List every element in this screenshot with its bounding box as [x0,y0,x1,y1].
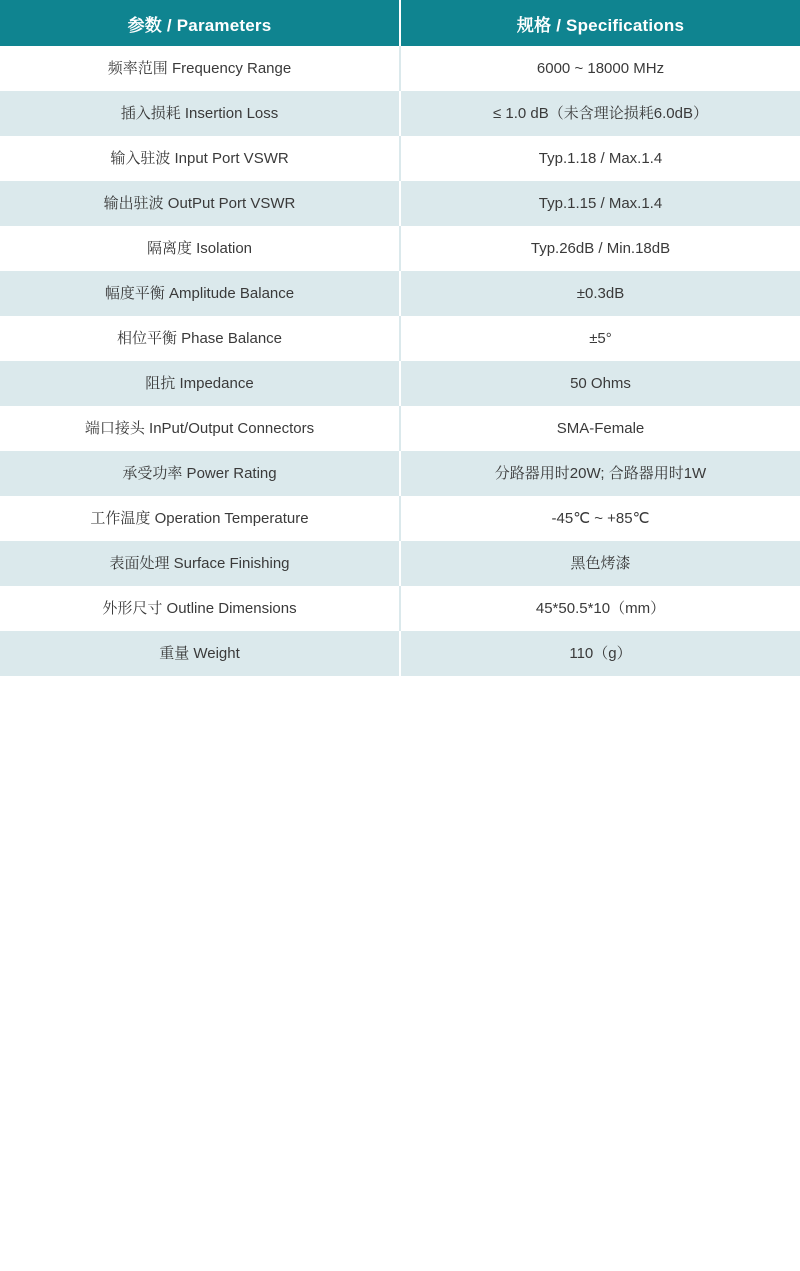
table-row [0,541,800,586]
table-row [0,91,800,136]
cell-parameter: 表面处理 Surface Finishing [0,541,400,586]
cell-specification: ≤ 1.0 dB（未含理论损耗6.0dB） [400,91,800,136]
table-row [0,496,800,541]
table-row [0,406,800,451]
table-row [0,271,800,316]
cell-parameter: 插入损耗 Insertion Loss [0,91,400,136]
cell-parameter: 幅度平衡 Amplitude Balance [0,271,400,316]
cell-specification: 分路器用时20W; 合路器用时1W [400,451,800,496]
cell-parameter: 工作温度 Operation Temperature [0,496,400,541]
cell-specification: ±5° [400,316,800,361]
column-header-parameters: 参数 / Parameters [0,0,400,46]
column-header-specifications: 规格 / Specifications [400,0,800,46]
table-row [0,316,800,361]
table-row [0,451,800,496]
cell-parameter: 输出驻波 OutPut Port VSWR [0,181,400,226]
cell-parameter: 重量 Weight [0,631,400,676]
cell-parameter: 外形尺寸 Outline Dimensions [0,586,400,631]
cell-parameter: 频率范围 Frequency Range [0,46,400,91]
table-header [0,0,800,46]
cell-parameter: 隔离度 Isolation [0,226,400,271]
cell-specification: ±0.3dB [400,271,800,316]
cell-parameter: 阻抗 Impedance [0,361,400,406]
table-header-row [0,0,800,46]
table-row [0,586,800,631]
cell-specification: Typ.1.18 / Max.1.4 [400,136,800,181]
page-whitespace [0,676,800,1262]
table-row [0,181,800,226]
cell-specification: 45*50.5*10（mm） [400,586,800,631]
cell-parameter: 承受功率 Power Rating [0,451,400,496]
table-row [0,631,800,676]
cell-specification: 黑色烤漆 [400,541,800,586]
cell-parameter: 输入驻波 Input Port VSWR [0,136,400,181]
cell-specification: Typ.26dB / Min.18dB [400,226,800,271]
cell-specification: 110（g） [400,631,800,676]
cell-specification: SMA-Female [400,406,800,451]
table-row [0,361,800,406]
table-row [0,136,800,181]
cell-specification: 6000 ~ 18000 MHz [400,46,800,91]
table-row [0,46,800,91]
cell-parameter: 端口接头 InPut/Output Connectors [0,406,400,451]
cell-specification: Typ.1.15 / Max.1.4 [400,181,800,226]
cell-specification: 50 Ohms [400,361,800,406]
cell-parameter: 相位平衡 Phase Balance [0,316,400,361]
table-body [0,46,800,676]
cell-specification: -45℃ ~ +85℃ [400,496,800,541]
table-row [0,226,800,271]
